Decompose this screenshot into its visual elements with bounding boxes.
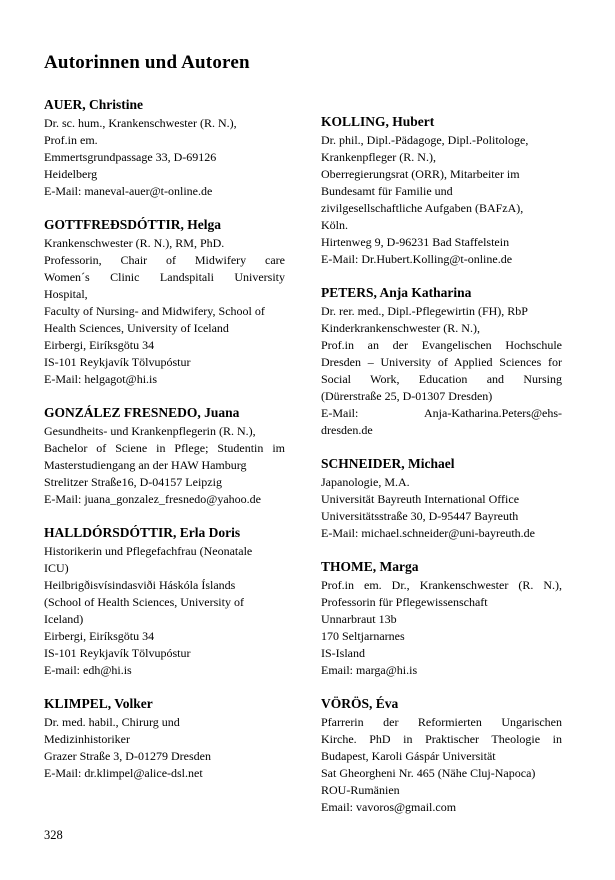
- author-detail-line: ROU-Rumänien: [321, 783, 400, 797]
- author-detail-line: Eirbergi, Eiríksgötu 34: [44, 338, 155, 352]
- author-detail-line: Strelitzer Straße16, D-04157 Leipzig: [44, 475, 222, 489]
- author-email-line: E-Mail: Anja-Katharina.Peters@ehs-: [321, 406, 562, 420]
- author-detail-line: Budapest, Karoli Gáspár Universität: [321, 749, 496, 763]
- author-detail-line: Pfarrerin der Reformierten Ungarischen: [321, 715, 562, 729]
- author-email-line: E-mail: edh@hi.is: [44, 663, 132, 677]
- author-email-line: E-Mail: maneval-auer@t-online.de: [44, 184, 213, 198]
- author-detail-line: Bachelor of Sciene in Pflege; Studentin im: [44, 441, 285, 455]
- author-detail-line: Prof.in em.: [44, 133, 98, 147]
- author-name: VÖRÖS, Éva: [321, 696, 399, 711]
- author-entry: [321, 455, 562, 542]
- author-detail-line: Heilbrigðisvísindasviði Háskóla Íslands: [44, 578, 236, 592]
- author-detail-line: Kinderkrankenschwester (R. N.),: [321, 321, 480, 335]
- author-detail-line: Bundesamt für Familie und: [321, 184, 453, 198]
- author-entry: [44, 96, 285, 200]
- author-detail-line: Krankenpfleger (R. N.),: [321, 150, 436, 164]
- author-detail-line: Unnarbraut 13b: [321, 612, 397, 626]
- author-detail-line: Masterstudiengang an der HAW Hamburg: [44, 458, 247, 472]
- author-detail-line: Dr. phil., Dipl.-Pädagoge, Dipl.-Politologe,: [321, 133, 529, 147]
- page-heading: Autorinnen und Autoren: [44, 52, 250, 73]
- author-detail-line: Köln.: [321, 218, 348, 232]
- author-detail-line: Health Sciences, University of Iceland: [44, 321, 229, 335]
- author-email-line: dresden.de: [321, 423, 373, 437]
- author-entry: [44, 524, 285, 679]
- author-name: GOTTFREÐSDÓTTIR, Helga: [44, 217, 222, 232]
- author-detail-line: IS-Island: [321, 646, 365, 660]
- author-detail-line: Prof.in an der Evangelischen Hochschule: [321, 338, 562, 352]
- author-detail-line: (School of Health Sciences, University of: [44, 595, 244, 609]
- author-entry: [321, 113, 562, 268]
- author-name: SCHNEIDER, Michael: [321, 456, 455, 471]
- author-detail-line: Social Work, Education and Nursing: [321, 372, 562, 386]
- authors-column-right: [321, 113, 562, 832]
- author-entry: [321, 558, 562, 679]
- author-detail-line: Professorin, Chair of Midwifery care: [44, 253, 285, 267]
- author-detail-line: ICU): [44, 561, 69, 575]
- author-detail-line: Heidelberg: [44, 167, 98, 181]
- author-detail-line: Dresden – University of Applied Sciences for: [321, 355, 562, 369]
- author-detail-line: Medizinhistoriker: [44, 732, 130, 746]
- author-detail-line: Historikerin und Pflegefachfrau (Neonatale: [44, 544, 253, 558]
- author-email-line: E-Mail: helgagot@hi.is: [44, 372, 158, 386]
- author-detail-line: Kirche. PhD in Praktischer Theologie in: [321, 732, 562, 746]
- author-detail-line: Dr. rer. med., Dipl.-Pflegewirtin (FH), RbP: [321, 304, 528, 318]
- author-name: HALLDÓRSDÓTTIR, Erla Doris: [44, 525, 241, 540]
- author-detail-line: Sat Gheorgheni Nr. 465 (Nähe Cluj-Napoca): [321, 766, 536, 780]
- author-detail-line: Universitätsstraße 30, D-95447 Bayreuth: [321, 509, 519, 523]
- author-email-line: Email: marga@hi.is: [321, 663, 418, 677]
- author-detail-line: Hospital,: [44, 287, 88, 301]
- author-detail-line: Dr. sc. hum., Krankenschwester (R. N.),: [44, 116, 237, 130]
- author-detail-line: Gesundheits- und Krankenpflegerin (R. N.),: [44, 424, 256, 438]
- author-email-line: Email: vavoros@gmail.com: [321, 800, 457, 814]
- author-email-line: E-Mail: dr.klimpel@alice-dsl.net: [44, 766, 203, 780]
- author-detail-line: (Dürerstraße 25, D-01307 Dresden): [321, 389, 493, 403]
- author-name: THOME, Marga: [321, 559, 419, 574]
- author-detail-line: 170 Seltjarnarnes: [321, 629, 405, 643]
- author-email-line: E-Mail: Dr.Hubert.Kolling@t-online.de: [321, 252, 513, 266]
- author-name: GONZÁLEZ FRESNEDO, Juana: [44, 405, 240, 420]
- author-detail-line: Dr. med. habil., Chirurg und: [44, 715, 180, 729]
- author-detail-line: zivilgesellschaftliche Aufgaben (BAFzA),: [321, 201, 524, 215]
- author-detail-line: Hirtenweg 9, D-96231 Bad Staffelstein: [321, 235, 510, 249]
- author-detail-line: Women´s Clinic Landspitali University: [44, 270, 285, 284]
- author-detail-line: Oberregierungsrat (ORR), Mitarbeiter im: [321, 167, 520, 181]
- author-email-line: E-Mail: juana_gonzalez_fresnedo@yahoo.de: [44, 492, 261, 506]
- author-detail-line: Iceland): [44, 612, 84, 626]
- author-entry: [321, 284, 562, 439]
- author-detail-line: Eirbergi, Eiríksgötu 34: [44, 629, 155, 643]
- page-number: 328: [44, 828, 63, 842]
- author-detail-line: Faculty of Nursing- and Midwifery, School of: [44, 304, 265, 318]
- author-name: KLIMPEL, Volker: [44, 696, 153, 711]
- author-email-line: E-Mail: michael.schneider@uni-bayreuth.de: [321, 526, 535, 540]
- author-name: AUER, Christine: [44, 97, 144, 112]
- author-entry: [44, 695, 285, 782]
- author-detail-line: Grazer Straße 3, D-01279 Dresden: [44, 749, 211, 763]
- author-name: KOLLING, Hubert: [321, 114, 435, 129]
- author-detail-line: Krankenschwester (R. N.), RM, PhD.: [44, 236, 225, 250]
- author-entry: [321, 695, 562, 816]
- two-column-layout: [44, 96, 562, 832]
- author-name: PETERS, Anja Katharina: [321, 285, 472, 300]
- author-detail-line: Prof.in em. Dr., Krankenschwester (R. N.),: [321, 578, 562, 592]
- author-detail-line: Emmertsgrundpassage 33, D-69126: [44, 150, 217, 164]
- author-detail-line: Japanologie, M.A.: [321, 475, 410, 489]
- author-entry: [44, 404, 285, 508]
- author-detail-line: IS-101 Reykjavík Tölvupóstur: [44, 355, 191, 369]
- authors-column-left: [44, 96, 285, 798]
- author-detail-line: Universität Bayreuth International Office: [321, 492, 520, 506]
- author-entry: [44, 216, 285, 388]
- author-detail-line: IS-101 Reykjavík Tölvupóstur: [44, 646, 191, 660]
- author-detail-line: Professorin für Pflegewissenschaft: [321, 595, 488, 609]
